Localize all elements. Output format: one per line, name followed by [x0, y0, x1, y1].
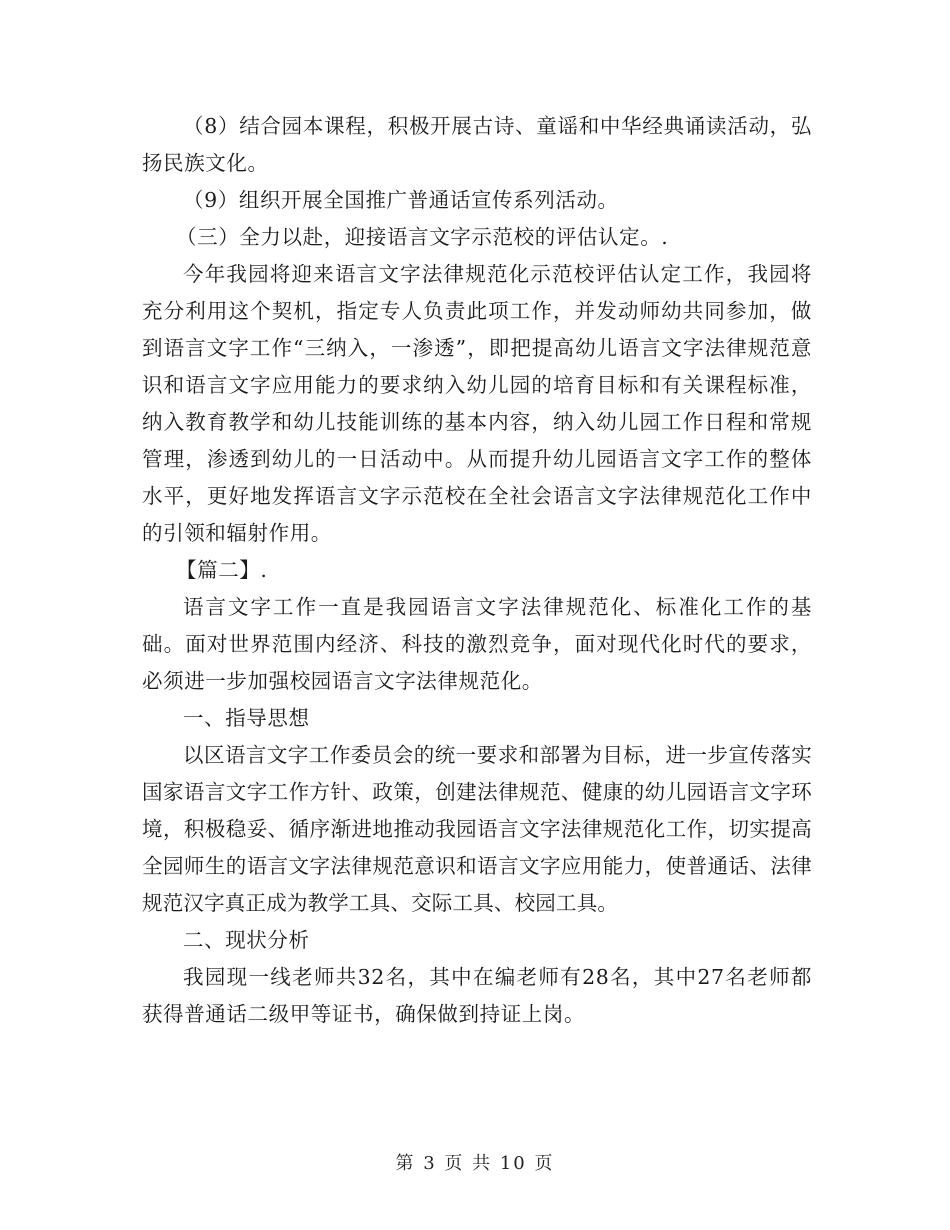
- page-number: 第 3 页 共 10 页: [395, 1153, 555, 1174]
- paragraph-item-9: （9）组织开展全国推广普通话宣传系列活动。: [183, 188, 619, 212]
- paragraph-status-analysis: 我园现一线老师共32名，其中在编老师有28名，其中27名老师都获得普通话二级甲等证书，确保做到持证上岗。: [142, 965, 812, 1026]
- paragraph-guiding-ideology: 以区语言文字工作委员会的统一要求和部署为目标，进一步宣传落实国家语言文字工作方针、政策，创建法律规范、健康的幼儿园语言文字环境，积极稳妥、循序渐进地推动我园语言文字法律规范化工作，切实提高全园师生的语言文字法律规范意识和语言文字应用能力，使普通话、法律规范汉字真正成为教学工具、交际工具、校园工具。: [142, 743, 812, 915]
- section-heading-3: （三）全力以赴，迎接语言文字示范校的评估认定。.: [176, 225, 669, 249]
- page-footer: [0, 1152, 950, 1176]
- document-body: [142, 108, 812, 1033]
- status-analysis-heading: 二、现状分析: [183, 928, 310, 952]
- part-two-heading: 【篇二】.: [176, 558, 268, 582]
- paragraph-intro: 语言文字工作一直是我园语言文字法律规范化、标准化工作的基础。面对世界范围内经济、科技的激烈竞争，面对现代化时代的要求，必须进一步加强校园语言文字法律规范化。: [142, 595, 812, 693]
- guiding-ideology-heading: 一、指导思想: [183, 706, 310, 730]
- paragraph-item-8: （8）结合园本课程，积极开展古诗、童谣和中华经典诵读活动，弘扬民族文化。: [142, 114, 812, 175]
- paragraph-demo-school: 今年我园将迎来语言文字法律规范化示范校评估认定工作，我园将充分利用这个契机，指定专人负责此项工作，并发动师幼共同参加，做到语言文字工作“三纳入，一渗透”，即把提高幼儿语言文字法律规范意识和语言文字应用能力的要求纳入幼儿园的培育目标和有关课程标准，纳入教育教学和幼儿技能训练的基本内容，纳入幼儿园工作日程和常规管理，渗透到幼儿的一日活动中。从而提升幼儿园语言文字工作的整体水平，更好地发挥语言文字示范校在全社会语言文字法律规范化工作中的引领和辐射作用。: [142, 262, 812, 545]
